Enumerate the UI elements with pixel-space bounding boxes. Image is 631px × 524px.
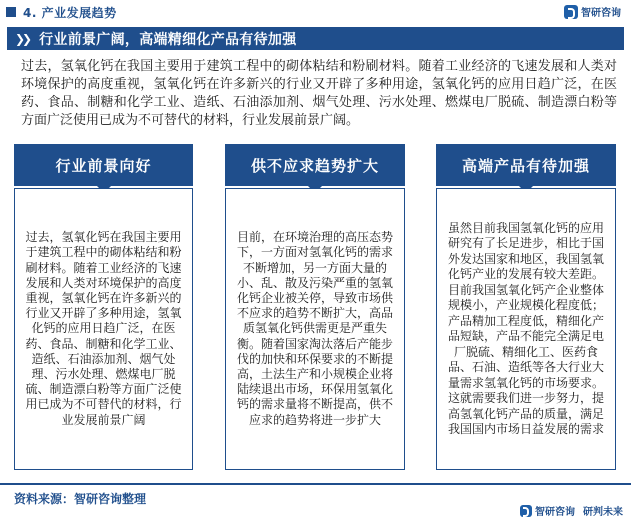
intro-paragraph: 过去，氢氧化钙在我国主要用于建筑工程中的砌体粘结和粉刷材料。随着工业经济的飞速发展和人类对环境保护的高度重视，氢氧化钙在许多新兴的行业又开辟了多种用途，氢氧化钙的应用日趋广泛，在医药、食品、制糖和化学工业、造纸、石油添加剂、烟气处理、污水处理、燃煤电厂脱硫、制造漂白粉等方面广泛使用已成为不可替代的材料，行业发展前景广阔。	[21, 59, 617, 128]
title-banner	[7, 27, 624, 50]
column-text-supply: 目前，在环境治理的高压态势下，一方面对氢氧化钙的需求不断增加，另一方面大量的小、乱、散及污染严重的氢氧化钙企业被关停，导致市场供不应求的趋势不断扩大，高品质氢氧化钙供需更是严重失衡。随着国家淘汰落后产能步伐的加快和环保要求的不断提高，土法生产和小规模企业将陆续退出市场，环保用氢氧化钙的需求量将不断提高，供不应求的趋势将进一步扩大	[236, 230, 393, 427]
column-box-high-end	[436, 188, 616, 470]
footer-logo-icon	[520, 505, 532, 517]
column-text-outlook: 过去，氢氧化钙在我国主要用于建筑工程中的砌体粘结和粉刷材料。随着工业经济的飞速发展和人类对环境保护的高度重视，氢氧化钙在许多新兴的行业又开辟了多种用途，氢氧化钙的应用日趋广泛，在医药、食品、制糖和化学工业、造纸、石油添加剂、烟气处理、污水处理、燃煤电厂脱硫、制造漂白粉等方面广泛使用已成为不可替代的材料，行业发展前景广阔	[25, 230, 182, 427]
column-text-high-end: 虽然目前我国氢氧化钙的应用研究有了长足进步，相比于国外发达国家和地区，我国氢氧化钙产业的发展有较大差距。目前我国氢氧化钙产企业整体规模小，产业规模化程度低；产品精加工程度低，精细化产品短缺，产品不能完全满足电厂脱硫、精细化工、医药食品、石油、造纸等各大行业大量需求氢氧化钙的市场要求。这就需要我们进一步努力，提高氢氧化钙产品的质量，满足我国国内市场日益发展的需求	[447, 220, 604, 436]
banner-title: 行业前景广阔，高端精细化产品有待加强	[39, 31, 297, 48]
footer-brand	[520, 503, 623, 518]
column-box-supply	[225, 188, 405, 470]
column-header-supply: 供不应求趋势扩大	[225, 144, 405, 186]
section-title: 4. 产业发展趋势	[23, 5, 117, 20]
header-brand	[564, 4, 621, 19]
footer-brand-name: 智研咨询	[535, 507, 575, 518]
brand-name: 智研咨询	[581, 8, 621, 19]
source-note: 资料来源：智研咨询整理	[14, 492, 147, 506]
footer-divider	[0, 483, 631, 485]
brand-logo-icon	[564, 5, 578, 19]
column-header-high-end: 高端产品有待加强	[436, 144, 616, 186]
section-marker-icon	[6, 7, 16, 17]
column-header-outlook: 行业前景向好	[14, 144, 193, 186]
column-box-outlook	[14, 188, 193, 470]
footer-slogan: 研判未来	[583, 507, 623, 518]
double-chevron-icon: ❯❯	[15, 31, 30, 46]
top-bar	[0, 0, 631, 24]
